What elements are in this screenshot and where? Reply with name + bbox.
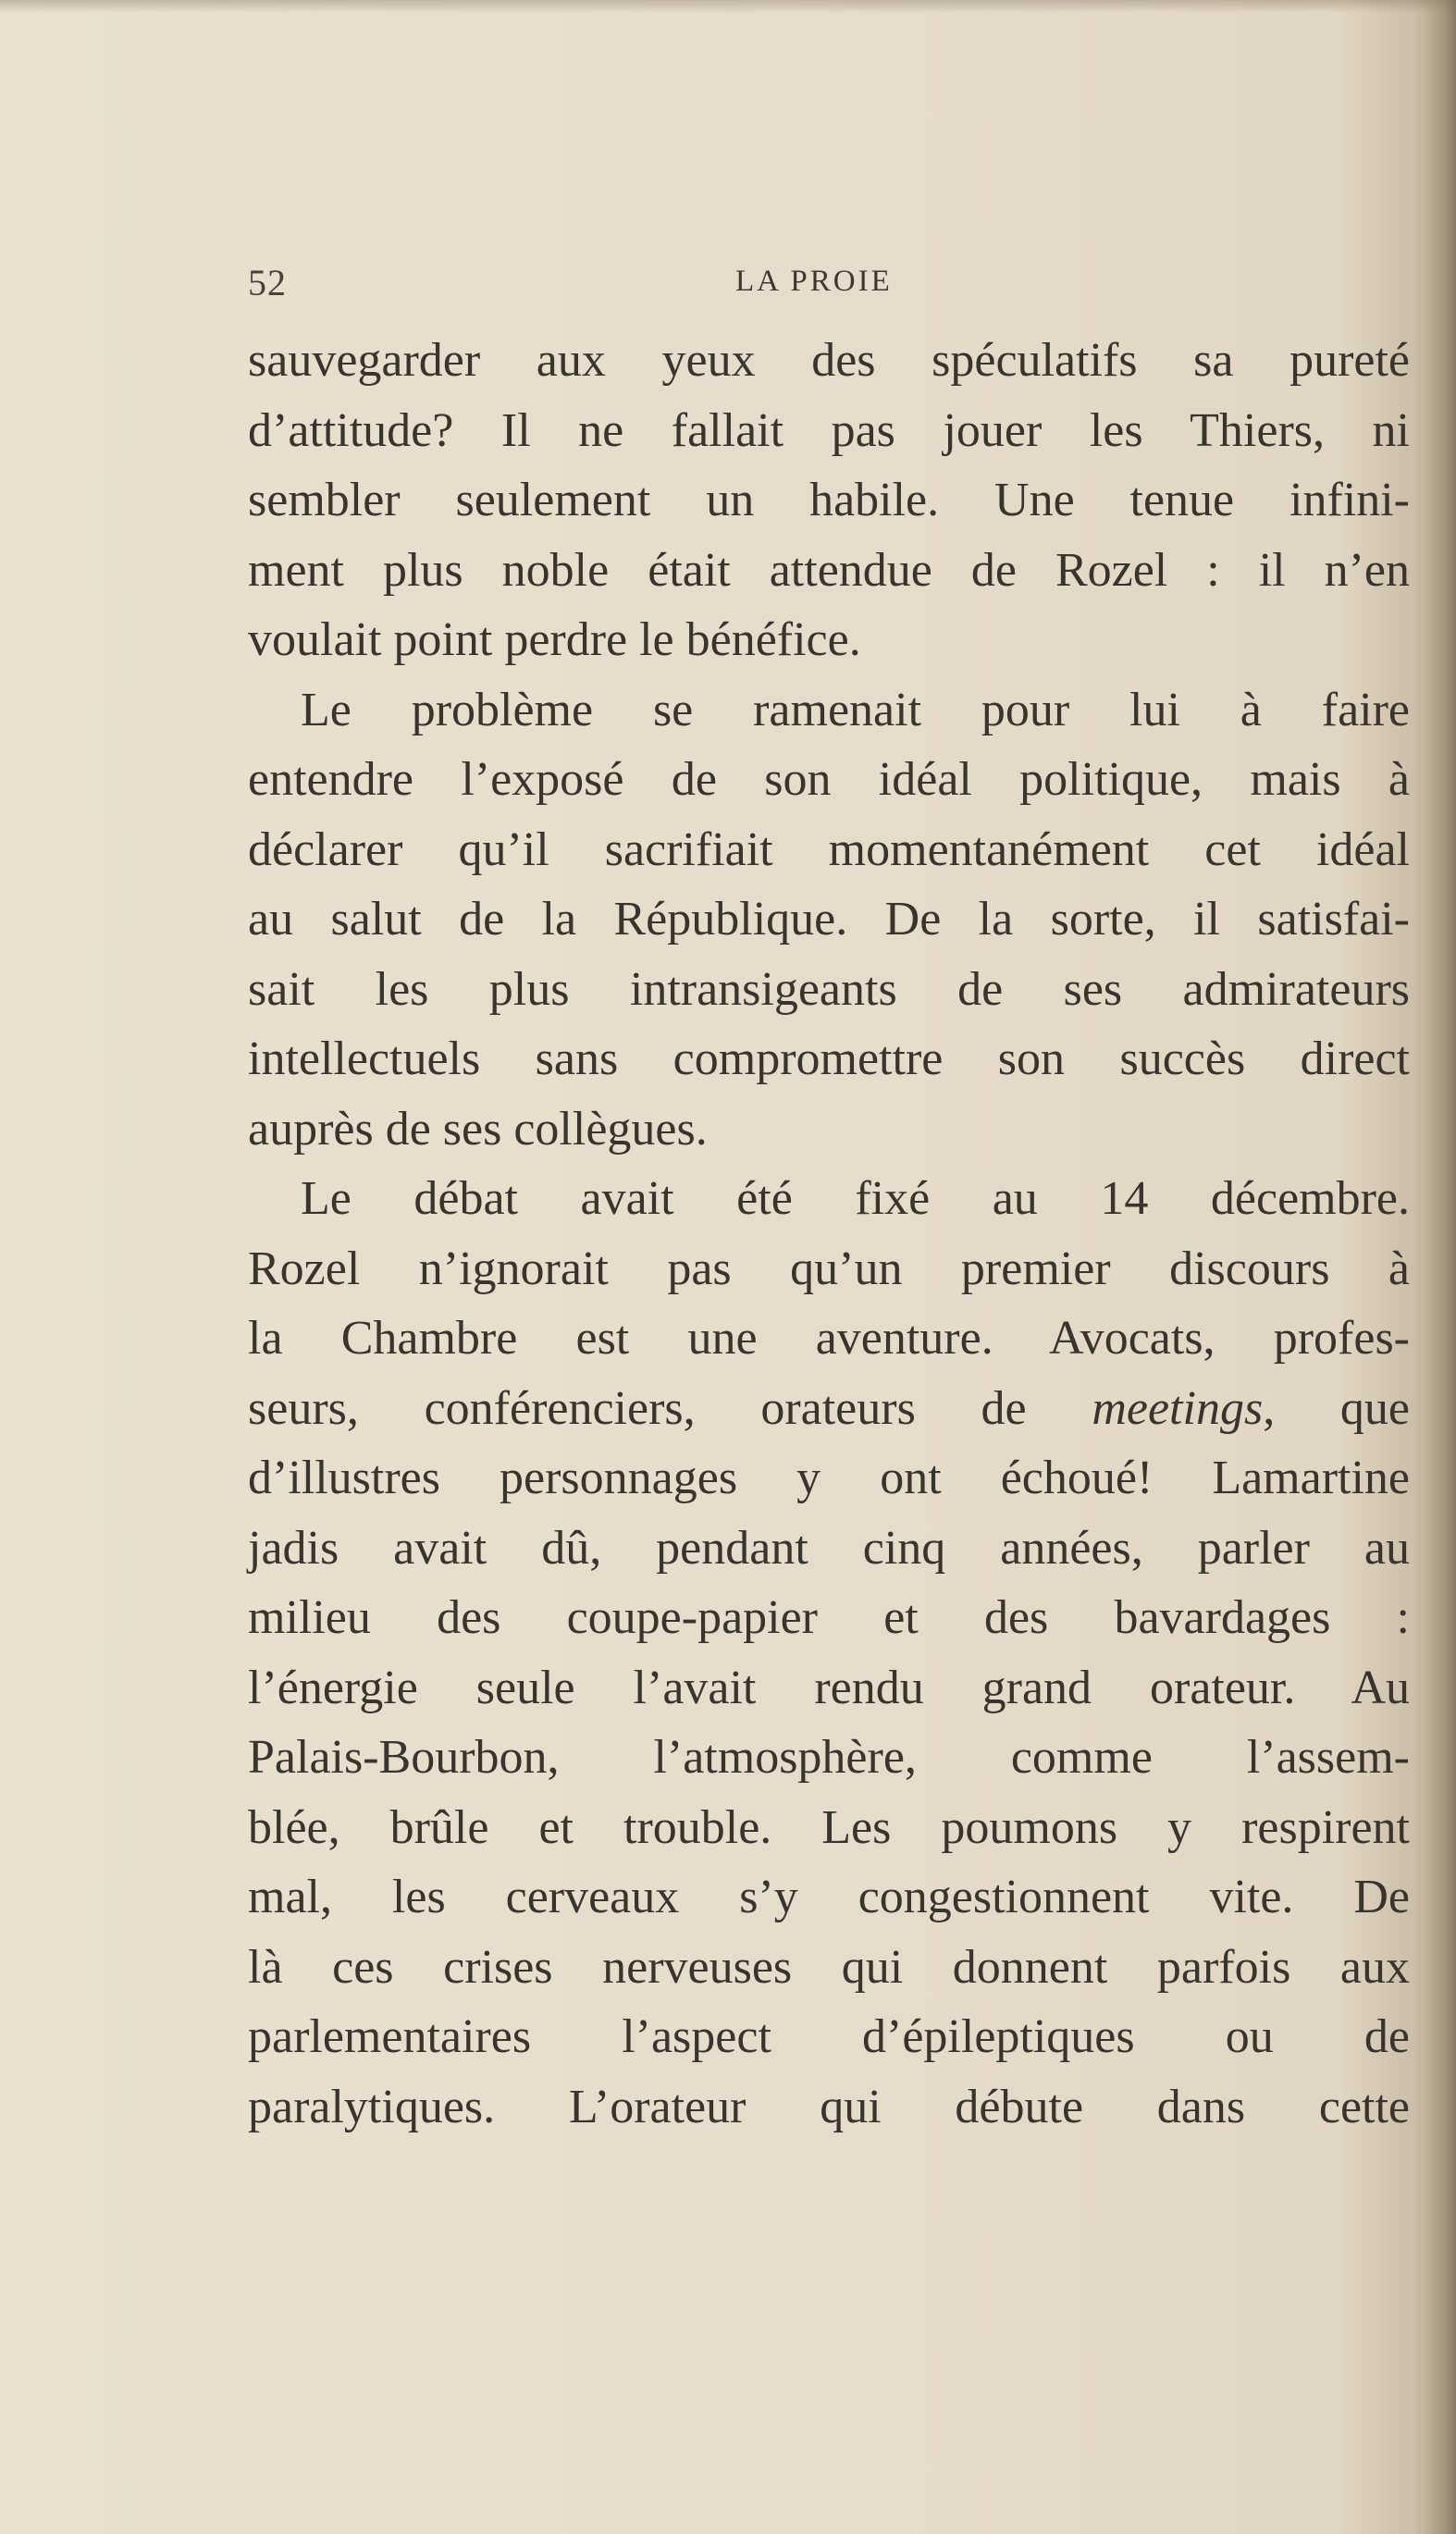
text-line: sait les plus intransigeants de ses admirateurs <box>248 962 1410 1016</box>
text-line: l’énergie seule l’avait rendu grand orateur. Au <box>248 1661 1410 1714</box>
text-line: paralytiques. L’orateur qui débute dans cette <box>248 2080 1410 2133</box>
text-line: là ces crises nerveuses qui donnent parfois aux <box>248 1940 1410 1994</box>
page-number: 52 <box>248 262 287 303</box>
running-head <box>248 261 1413 307</box>
italic-word: meetings <box>1092 1381 1264 1435</box>
text-line: parlementaires l’aspect d’épileptiques ou de <box>248 2010 1410 2063</box>
text-line: Le débat avait été fixé au 14 décembre. <box>301 1172 1410 1225</box>
text-line: auprès de ses collègues. <box>248 1102 708 1156</box>
text-line: d’illustres personnages y ont échoué! Lamartine <box>248 1452 1410 1504</box>
text-line: au salut de la République. De la sorte, il satisfai- <box>248 893 1410 946</box>
text-line: Palais-Bourbon, l’atmosphère, comme l’assem- <box>248 1731 1410 1784</box>
text-segment: seurs, conférenciers, orateurs de <box>248 1381 1092 1435</box>
text-line: Rozel n’ignorait pas qu’un premier discours à <box>248 1242 1410 1295</box>
text-line: déclarer qu’il sacrifiait momentanément cet idéal <box>248 822 1410 876</box>
text-line: jadis avait dû, pendant cinq années, parler au <box>248 1521 1410 1575</box>
top-edge-shadow <box>0 0 1456 13</box>
text-line: Le problème se ramenait pour lui à faire <box>301 683 1410 736</box>
text-line: entendre l’exposé de son idéal politique, mais à <box>248 753 1410 806</box>
text-line: intellectuels sans compromettre son succès direct <box>248 1032 1410 1085</box>
text-line: la Chambre est une aventure. Avocats, profes- <box>248 1312 1410 1365</box>
text-line: sauvegarder aux yeux des spéculatifs sa pureté <box>248 334 1410 387</box>
text-line: milieu des coupe-papier et des bavardages : <box>248 1591 1410 1644</box>
text-line: mal, les cerveaux s’y congestionnent vite. De <box>248 1871 1410 1923</box>
text-line: voulait point perdre le bénéfice. <box>248 613 861 666</box>
text-line: blée, brûle et trouble. Les poumons y respirent <box>248 1800 1410 1854</box>
text-line: d’attitude? Il ne fallait pas jouer les Thiers, ni <box>248 403 1410 457</box>
text-line: ment plus noble était attendue de Rozel : il n’en <box>248 543 1410 597</box>
text-line: sembler seulement un habile. Une tenue infini- <box>248 474 1410 526</box>
gutter-edge-shadow <box>1425 0 1456 2534</box>
running-title: LA PROIE <box>735 265 893 298</box>
body-text <box>248 326 1410 2142</box>
text-segment: , que <box>1263 1381 1410 1435</box>
text-line-with-italic <box>248 1374 1410 1444</box>
